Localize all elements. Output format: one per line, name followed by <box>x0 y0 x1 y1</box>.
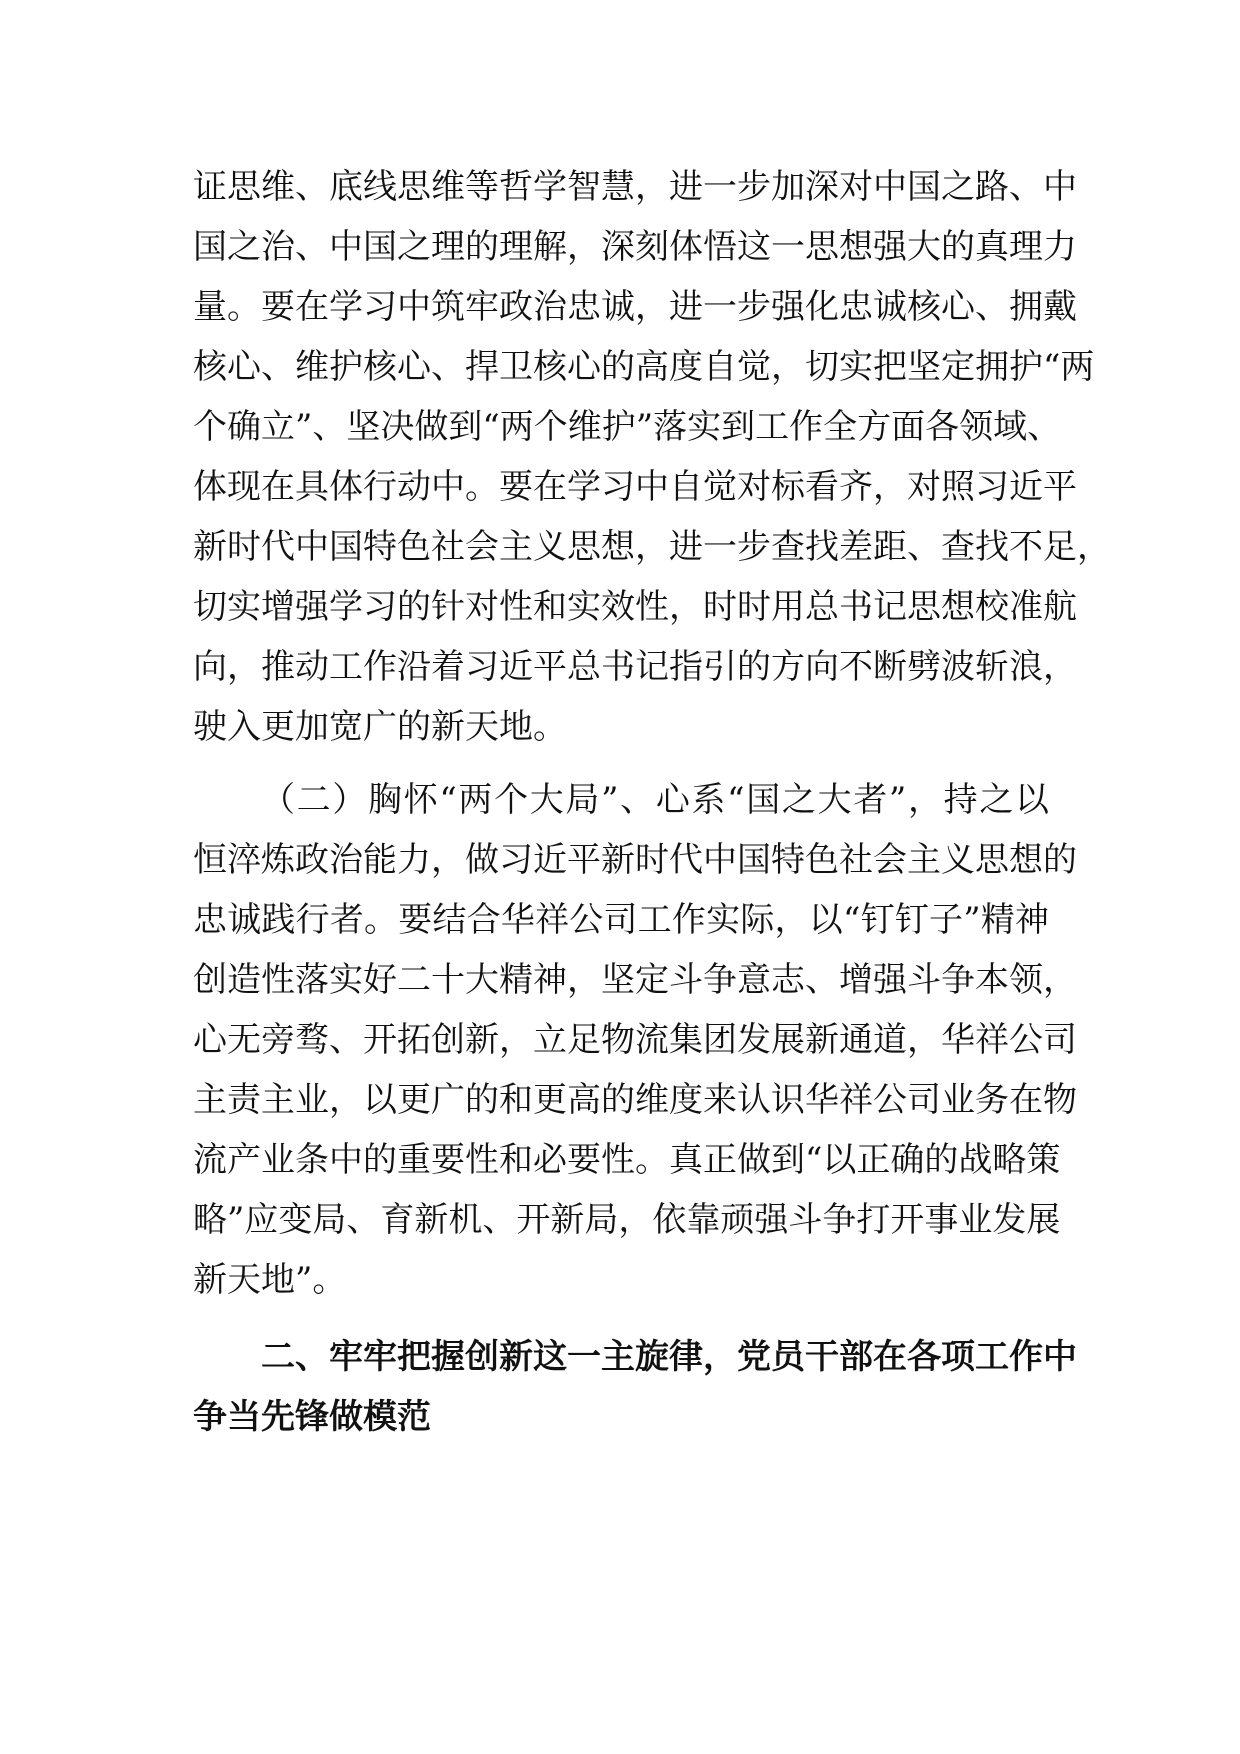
body-line: 恒淬炼政治能力，做习近平新时代中国特色社会主义思想的 <box>193 840 1077 880</box>
body-line: 忠诚践行者。要结合华祥公司工作实际，以“钉钉子”精神 <box>193 900 1049 940</box>
body-line: 流产业条中的重要性和必要性。真正做到“以正确的战略策 <box>193 1140 1061 1180</box>
body-line: 心无旁骛、开拓创新，立足物流集团发展新通道，华祥公司 <box>193 1020 1077 1060</box>
body-line: 新天地”。 <box>193 1260 347 1300</box>
body-line: 体现在具体行动中。要在学习中自觉对标看齐，对照习近平 <box>193 467 1077 507</box>
body-line: 主责主业，以更广的和更高的维度来认识华祥公司业务在物 <box>193 1080 1077 1120</box>
body-line: 个确立”、坚决做到“两个维护”落实到工作全方面各领域、 <box>193 407 1062 447</box>
section-heading-line: （二）胸怀“两个大局”、心系“国之大者”，持之以 <box>261 780 1049 820</box>
chapter-heading-line: 二、牢牢把握创新这一主旋律，党员干部在各项工作中 <box>261 1337 1077 1377</box>
chapter-heading-line: 争当先锋做模范 <box>193 1397 431 1437</box>
body-line: 证思维、底线思维等哲学智慧，进一步加深对中国之路、中 <box>193 167 1077 207</box>
body-line: 新时代中国特色社会主义思想，进一步查找差距、查找不足， <box>193 527 1111 567</box>
body-line: 创造性落实好二十大精神，坚定斗争意志、增强斗争本领， <box>193 960 1077 1000</box>
body-line: 略”应变局、育新机、开新局，依靠顽强斗争打开事业发展 <box>193 1200 1061 1240</box>
body-line: 核心、维护核心、捍卫核心的高度自觉，切实把坚定拥护“两 <box>193 347 1095 387</box>
body-line: 量。要在学习中筑牢政治忠诚，进一步强化忠诚核心、拥戴 <box>193 287 1077 327</box>
body-line: 切实增强学习的针对性和实效性，时时用总书记思想校准航 <box>193 587 1077 627</box>
body-line: 国之治、中国之理的理解，深刻体悟这一思想强大的真理力 <box>193 227 1077 267</box>
body-line: 驶入更加宽广的新天地。 <box>193 707 567 747</box>
body-line: 向，推动工作沿着习近平总书记指引的方向不断劈波斩浪， <box>193 647 1077 687</box>
